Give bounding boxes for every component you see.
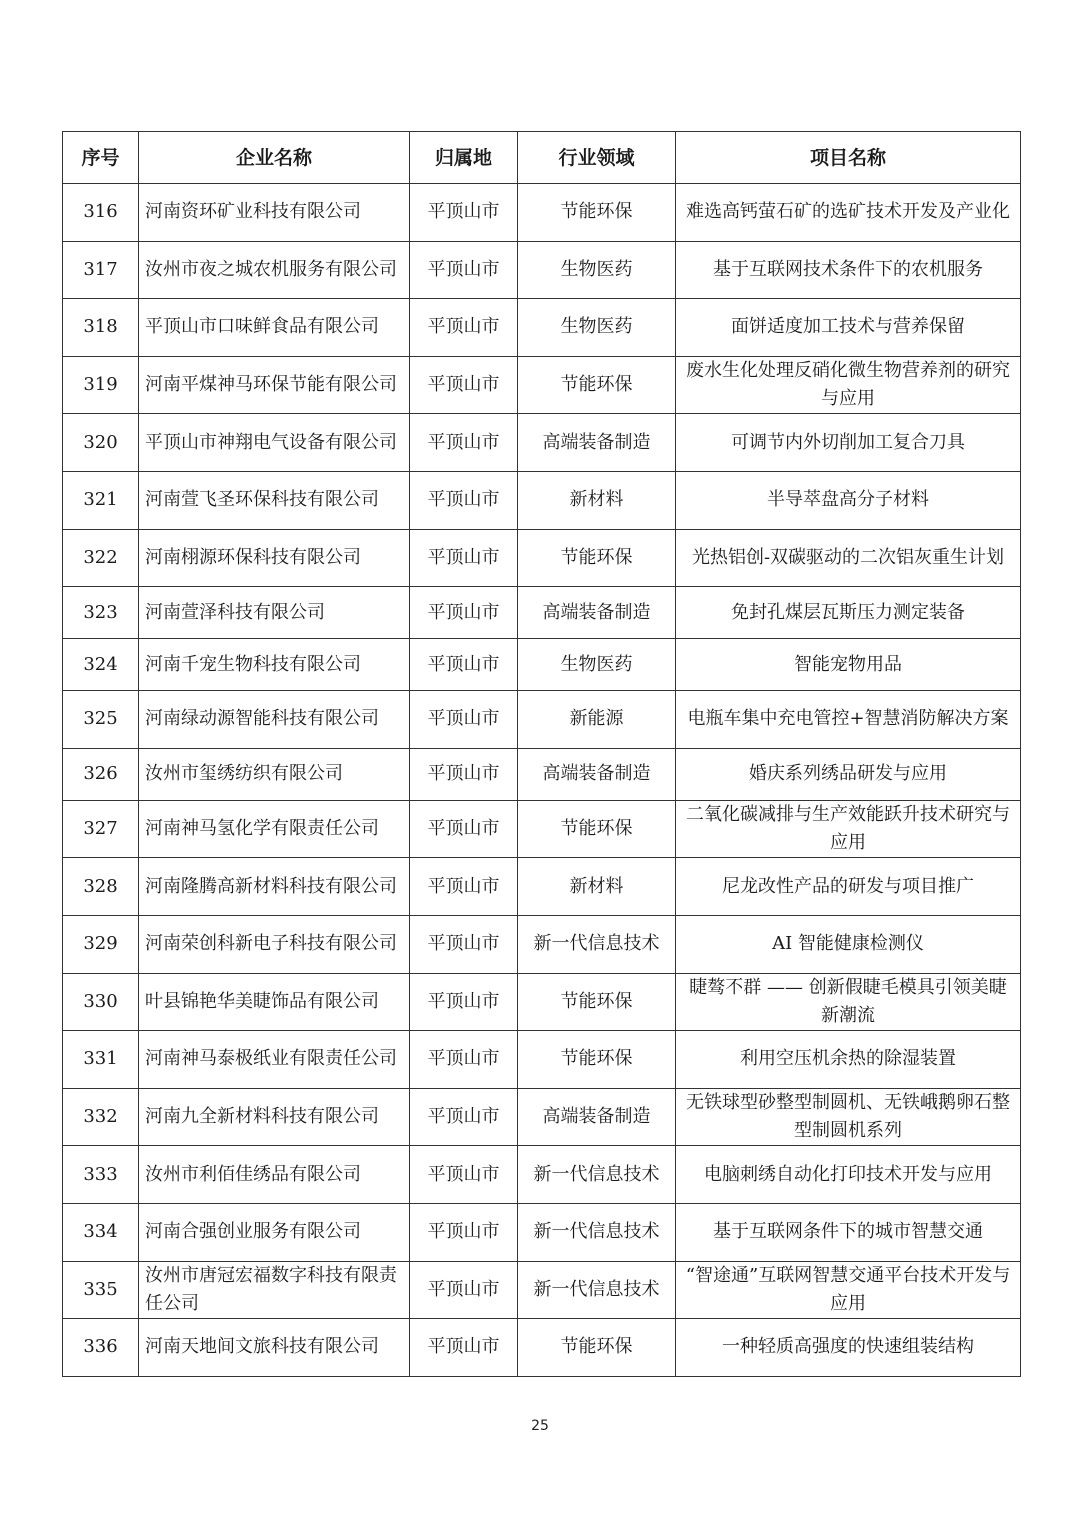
- table-row: [63, 1319, 1021, 1377]
- cell-project: 光热铝创-双碳驱动的二次铝灰重生计划: [676, 529, 1021, 587]
- cell-seq: 322: [63, 529, 139, 587]
- cell-project: 婚庆系列绣品研发与应用: [676, 748, 1021, 800]
- cell-company: 河南资环矿业科技有限公司: [139, 184, 410, 242]
- cell-region: 平顶山市: [410, 915, 518, 973]
- cell-region: 平顶山市: [410, 1203, 518, 1261]
- cell-region: 平顶山市: [410, 1088, 518, 1146]
- cell-industry: 新一代信息技术: [518, 1146, 676, 1204]
- table-row: [63, 800, 1021, 858]
- cell-company: 叶县锦艳华美睫饰品有限公司: [139, 973, 410, 1031]
- table-row: [63, 858, 1021, 916]
- table-row: [63, 1203, 1021, 1261]
- cell-region: 平顶山市: [410, 356, 518, 414]
- table-row: [63, 587, 1021, 639]
- cell-industry: 新一代信息技术: [518, 1203, 676, 1261]
- cell-seq: 323: [63, 587, 139, 639]
- cell-industry: 节能环保: [518, 800, 676, 858]
- cell-company: 平顶山市神翔电气设备有限公司: [139, 414, 410, 472]
- header-company: 企业名称: [139, 132, 410, 184]
- cell-project: 半导萃盘高分子材料: [676, 471, 1021, 529]
- table-row: [63, 639, 1021, 691]
- table-row: [63, 1031, 1021, 1089]
- cell-seq: 324: [63, 639, 139, 691]
- cell-company: 河南神马泰极纸业有限责任公司: [139, 1031, 410, 1089]
- cell-region: 平顶山市: [410, 973, 518, 1031]
- cell-project: 无铁球型砂整型制圆机、无铁峨鹅卵石整型制圆机系列: [676, 1088, 1021, 1146]
- cell-project: 电瓶车集中充电管控+智慧消防解决方案: [676, 691, 1021, 749]
- table-row: [63, 1261, 1021, 1319]
- table-row: [63, 691, 1021, 749]
- cell-company: 汝州市唐冠宏福数字科技有限责任公司: [139, 1261, 410, 1319]
- cell-company: 平顶山市口味鲜食品有限公司: [139, 299, 410, 357]
- cell-region: 平顶山市: [410, 1031, 518, 1089]
- cell-project: 可调节内外切削加工复合刀具: [676, 414, 1021, 472]
- cell-seq: 327: [63, 800, 139, 858]
- table-row: [63, 915, 1021, 973]
- cell-industry: 新材料: [518, 858, 676, 916]
- header-seq: 序号: [63, 132, 139, 184]
- cell-industry: 节能环保: [518, 529, 676, 587]
- cell-region: 平顶山市: [410, 639, 518, 691]
- cell-company: 河南荣创科新电子科技有限公司: [139, 915, 410, 973]
- cell-seq: 318: [63, 299, 139, 357]
- cell-region: 平顶山市: [410, 241, 518, 299]
- cell-seq: 335: [63, 1261, 139, 1319]
- cell-project: 电脑刺绣自动化打印技术开发与应用: [676, 1146, 1021, 1204]
- cell-project: 免封孔煤层瓦斯压力测定装备: [676, 587, 1021, 639]
- cell-industry: 高端装备制造: [518, 748, 676, 800]
- cell-project: 难选高钙萤石矿的选矿技术开发及产业化: [676, 184, 1021, 242]
- cell-project: 废水生化处理反硝化微生物营养剂的研究与应用: [676, 356, 1021, 414]
- cell-project: “智途通”互联网智慧交通平台技术开发与应用: [676, 1261, 1021, 1319]
- header-row: [63, 132, 1021, 184]
- cell-seq: 316: [63, 184, 139, 242]
- cell-industry: 生物医药: [518, 299, 676, 357]
- cell-industry: 节能环保: [518, 356, 676, 414]
- cell-company: 河南栩源环保科技有限公司: [139, 529, 410, 587]
- cell-company: 河南千宠生物科技有限公司: [139, 639, 410, 691]
- cell-region: 平顶山市: [410, 1146, 518, 1204]
- cell-seq: 333: [63, 1146, 139, 1204]
- cell-project: 二氧化碳减排与生产效能跃升技术研究与应用: [676, 800, 1021, 858]
- cell-region: 平顶山市: [410, 299, 518, 357]
- cell-region: 平顶山市: [410, 587, 518, 639]
- cell-industry: 节能环保: [518, 184, 676, 242]
- table-row: [63, 184, 1021, 242]
- cell-project: 利用空压机余热的除湿装置: [676, 1031, 1021, 1089]
- cell-project: AI 智能健康检测仪: [676, 915, 1021, 973]
- cell-industry: 生物医药: [518, 241, 676, 299]
- cell-industry: 新一代信息技术: [518, 1261, 676, 1319]
- table-row: [63, 1088, 1021, 1146]
- cell-industry: 新能源: [518, 691, 676, 749]
- cell-region: 平顶山市: [410, 184, 518, 242]
- cell-project: 基于互联网条件下的城市智慧交通: [676, 1203, 1021, 1261]
- cell-company: 汝州市玺绣纺织有限公司: [139, 748, 410, 800]
- cell-project: 智能宠物用品: [676, 639, 1021, 691]
- header-project: 项目名称: [676, 132, 1021, 184]
- cell-seq: 326: [63, 748, 139, 800]
- cell-industry: 高端装备制造: [518, 414, 676, 472]
- header-industry: 行业领域: [518, 132, 676, 184]
- cell-industry: 节能环保: [518, 973, 676, 1031]
- cell-industry: 高端装备制造: [518, 587, 676, 639]
- cell-region: 平顶山市: [410, 529, 518, 587]
- table-row: [63, 973, 1021, 1031]
- cell-project: 基于互联网技术条件下的农机服务: [676, 241, 1021, 299]
- cell-region: 平顶山市: [410, 1261, 518, 1319]
- cell-company: 河南隆腾高新材料科技有限公司: [139, 858, 410, 916]
- cell-region: 平顶山市: [410, 1319, 518, 1377]
- cell-project: 面饼适度加工技术与营养保留: [676, 299, 1021, 357]
- table-row: [63, 1146, 1021, 1204]
- page-number: 25: [531, 1418, 549, 1434]
- cell-region: 平顶山市: [410, 748, 518, 800]
- header-region: 归属地: [410, 132, 518, 184]
- cell-project: 一种轻质高强度的快速组装结构: [676, 1319, 1021, 1377]
- table-row: [63, 241, 1021, 299]
- cell-industry: 生物医药: [518, 639, 676, 691]
- cell-company: 河南萱泽科技有限公司: [139, 587, 410, 639]
- cell-region: 平顶山市: [410, 414, 518, 472]
- cell-seq: 336: [63, 1319, 139, 1377]
- cell-industry: 新材料: [518, 471, 676, 529]
- cell-region: 平顶山市: [410, 691, 518, 749]
- enterprise-project-table: [62, 131, 1021, 1377]
- cell-company: 河南天地间文旅科技有限公司: [139, 1319, 410, 1377]
- cell-company: 河南九全新材料科技有限公司: [139, 1088, 410, 1146]
- cell-seq: 334: [63, 1203, 139, 1261]
- cell-seq: 320: [63, 414, 139, 472]
- cell-company: 河南平煤神马环保节能有限公司: [139, 356, 410, 414]
- table-header: [63, 132, 1021, 184]
- cell-seq: 321: [63, 471, 139, 529]
- cell-company: 汝州市夜之城农机服务有限公司: [139, 241, 410, 299]
- table-body: [63, 184, 1021, 1377]
- cell-project: 睫骜不群 —— 创新假睫毛模具引领美睫新潮流: [676, 973, 1021, 1031]
- table-row: [63, 299, 1021, 357]
- cell-industry: 节能环保: [518, 1031, 676, 1089]
- cell-seq: 328: [63, 858, 139, 916]
- cell-region: 平顶山市: [410, 858, 518, 916]
- cell-seq: 317: [63, 241, 139, 299]
- table-row: [63, 471, 1021, 529]
- table-row: [63, 414, 1021, 472]
- table-row: [63, 529, 1021, 587]
- cell-seq: 329: [63, 915, 139, 973]
- cell-seq: 330: [63, 973, 139, 1031]
- cell-seq: 325: [63, 691, 139, 749]
- cell-company: 河南神马氢化学有限责任公司: [139, 800, 410, 858]
- table-row: [63, 748, 1021, 800]
- cell-company: 河南绿动源智能科技有限公司: [139, 691, 410, 749]
- cell-industry: 节能环保: [518, 1319, 676, 1377]
- cell-seq: 319: [63, 356, 139, 414]
- cell-region: 平顶山市: [410, 471, 518, 529]
- cell-seq: 332: [63, 1088, 139, 1146]
- cell-company: 汝州市利佰佳绣品有限公司: [139, 1146, 410, 1204]
- table-row: [63, 356, 1021, 414]
- cell-region: 平顶山市: [410, 800, 518, 858]
- cell-industry: 新一代信息技术: [518, 915, 676, 973]
- cell-industry: 高端装备制造: [518, 1088, 676, 1146]
- cell-company: 河南萱飞圣环保科技有限公司: [139, 471, 410, 529]
- cell-seq: 331: [63, 1031, 139, 1089]
- cell-project: 尼龙改性产品的研发与项目推广: [676, 858, 1021, 916]
- cell-company: 河南合强创业服务有限公司: [139, 1203, 410, 1261]
